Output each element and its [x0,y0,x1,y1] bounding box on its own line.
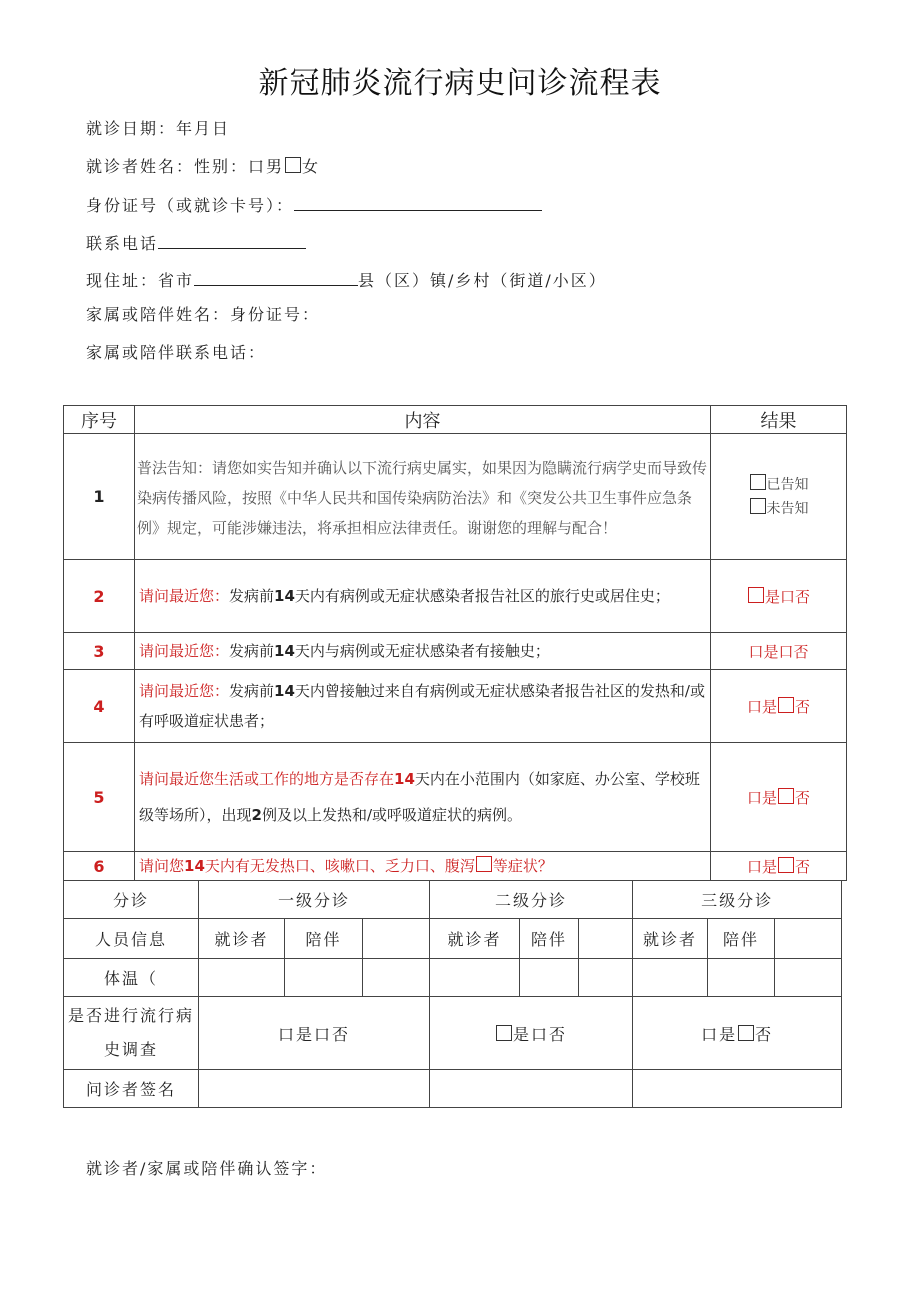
question-lead: 请问最近您： [139,682,230,700]
not-informed-label: 未告知 [766,500,809,517]
level-3-header: 三级分诊 [633,881,842,919]
survey-label: 是否进行流行病史调查 [64,997,199,1070]
triage-label: 分诊 [64,881,199,919]
family-phone-line: 家属或陪伴联系电话： [86,343,267,362]
informed-label: 已告知 [766,476,809,493]
yes-label: 口是 [746,857,777,876]
question-tail: 等症状？ [492,857,553,875]
no-label: 否 [795,697,811,716]
question-rest: 天内与病例或无症状感染者有接触史； [294,642,550,660]
answer-label: 是口否 [764,587,810,606]
family-name-line: 家属或陪伴姓名：身份证号： [86,305,321,324]
diarrhea-checkbox[interactable] [476,856,492,872]
temp-cell[interactable] [520,959,579,997]
address-line [86,268,607,291]
yes-label: 口是 [746,697,777,716]
notice-result [711,434,847,560]
answer-cell[interactable]: 口是口否 [711,633,847,670]
female-label: 女 [302,157,321,176]
row-number: 1 [64,434,135,560]
days-value: 14 [184,857,205,875]
question-rest: 天内有病例或无症状感染者报告社区的旅行史或居住史； [294,587,670,605]
temperature-label: 体温（ [64,959,199,997]
name-gender-label: 就诊者姓名：性别：口男 [86,157,285,176]
address-prefix: 现住址：省市 [86,271,195,290]
row-number: 3 [64,633,135,670]
question-text [135,560,711,633]
row-number: 4 [64,670,135,743]
blank-cell[interactable] [775,919,842,959]
table-row [64,852,847,881]
table-row [64,633,847,670]
no-checkbox[interactable] [778,788,794,804]
no-checkbox[interactable] [738,1025,754,1041]
question-pre: 发病前 [229,587,275,605]
question-text [135,852,711,881]
table-row [64,670,847,743]
temp-cell[interactable] [285,959,363,997]
answer-cell [711,743,847,852]
triage-table [63,880,842,1108]
person-label: 人员信息 [64,919,199,959]
no-label: 否 [795,788,811,807]
companion-label: 陪伴 [520,919,579,959]
temp-cell[interactable] [708,959,775,997]
yes-checkbox[interactable] [496,1025,512,1041]
person-row [64,919,842,959]
table-row [64,743,847,852]
days-value: 14 [274,682,295,700]
question-lead: 请问您 [139,857,185,875]
temp-cell[interactable] [579,959,633,997]
no-label: 否 [795,857,811,876]
signature-cell[interactable] [633,1070,842,1108]
table-row [64,560,847,633]
temp-cell[interactable] [775,959,842,997]
question-lead: 请问最近您生活或工作的地方是否存在 [139,770,395,788]
address-field[interactable] [194,271,358,286]
not-informed-checkbox[interactable] [750,498,766,514]
history-table [63,405,847,881]
row-number: 5 [64,743,135,852]
survey-level-1[interactable]: 口是口否 [199,997,430,1070]
table-row [64,434,847,560]
question-rest: 天内有无发热口、咳嗽口、乏力口、腹泻 [204,857,475,875]
temp-cell[interactable] [430,959,520,997]
no-label: 否 [755,1024,774,1044]
question-text [135,670,711,743]
question-lead: 请问最近您： [139,587,230,605]
header-content: 内容 [135,406,711,434]
page-title: 新冠肺炎流行病史问诊流程表 [258,66,662,101]
level-2-header: 二级分诊 [430,881,633,919]
yes-checkbox[interactable] [748,587,764,603]
question-rest: 天内曾接触过来自有病例或无症状感染者报告社区的发热和/或有呼吸道症状患者； [139,682,705,730]
days-value: 14 [274,587,295,605]
signature-row [64,1070,842,1108]
patient-label: 就诊者 [633,919,708,959]
name-gender-line [86,154,320,177]
table-header-row [64,406,847,434]
row-number: 2 [64,560,135,633]
days-value: 14 [394,770,415,788]
patient-label: 就诊者 [430,919,520,959]
companion-label: 陪伴 [708,919,775,959]
legal-notice: 普法告知：请您如实告知并确认以下流行病史属实，如果因为隐瞒流行病学史而导致传染病传播风险，按照《中华人民共和国传染病防治法》和《突发公共卫生事件应急条例》规定，可能涉嫌违法，将承担相应法律责任。谢谢您的理解与配合！ [135,434,711,560]
signature-cell[interactable] [199,1070,430,1108]
header-number: 序号 [64,406,135,434]
question-mid: 天内在小范围内（如家庭、办公室、学校班级等场所），出现 [139,770,700,824]
question-text [135,633,711,670]
answer-cell [711,852,847,881]
yes-label: 口是 [746,788,777,807]
survey-level-2 [430,997,633,1070]
phone-line [86,231,306,254]
phone-field[interactable] [158,234,306,249]
survey-level-3 [633,997,842,1070]
companion-label: 陪伴 [285,919,363,959]
yes-label: 口是 [701,1024,738,1044]
temp-cell[interactable] [633,959,708,997]
count-value: 2 [251,806,262,824]
female-checkbox[interactable] [285,157,301,173]
days-value: 14 [274,642,295,660]
id-field[interactable] [294,196,542,211]
question-text [135,743,711,852]
answer-cell [711,670,847,743]
answer-cell [711,560,847,633]
blank-cell[interactable] [363,919,430,959]
confirm-signature: 就诊者/家属或陪伴确认签字： [86,1159,328,1178]
signature-cell[interactable] [430,1070,633,1108]
informed-checkbox[interactable] [750,474,766,490]
temp-cell[interactable] [363,959,430,997]
no-checkbox[interactable] [778,857,794,873]
header-result: 结果 [711,406,847,434]
question-lead: 请问最近您： [139,642,230,660]
survey-answer: 是口否 [513,1024,568,1044]
question-rest: 例及以上发热和/或呼吸道症状的病例。 [261,806,523,824]
no-checkbox[interactable] [778,697,794,713]
signature-label: 问诊者签名 [64,1070,199,1108]
phone-label: 联系电话 [86,234,159,253]
triage-header-row [64,881,842,919]
address-suffix: 县（区）镇/乡村（街道/小区） [358,271,607,290]
temp-cell[interactable] [199,959,285,997]
level-1-header: 一级分诊 [199,881,430,919]
survey-row [64,997,842,1070]
id-line [86,193,542,216]
visit-date: 就诊日期：年月日 [86,119,231,138]
row-number: 6 [64,852,135,881]
patient-label: 就诊者 [199,919,285,959]
blank-cell[interactable] [579,919,633,959]
question-pre: 发病前 [229,682,275,700]
temperature-row [64,959,842,997]
question-pre: 发病前 [229,642,275,660]
id-label: 身份证号（或就诊卡号）： [86,196,295,215]
